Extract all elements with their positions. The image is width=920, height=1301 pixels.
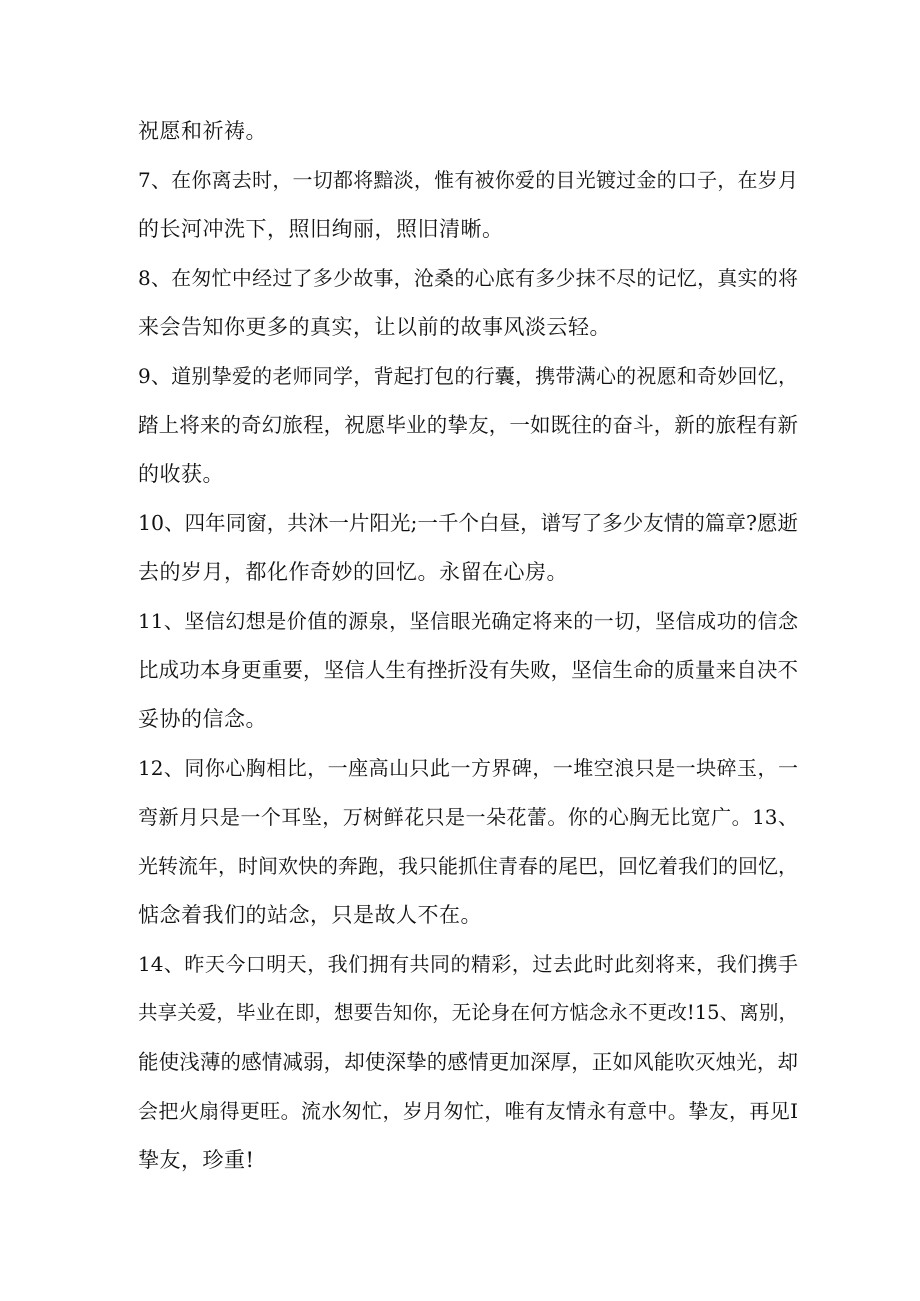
text-line-15: 弯新月只是一个耳坠，万树鲜花只是一朵花蕾。你的心胸无比宽广。13、 xyxy=(138,805,798,829)
text-line-16: 光转流年，时间欢快的奔跑，我只能抓住青春的尾巴，回忆着我们的回忆， xyxy=(138,854,798,878)
text-line-12: 比成功本身更重要，坚信人生有挫折没有失败，坚信生命的质量来自决不 xyxy=(138,658,798,682)
text-line-1: 祝愿和祈祷。 xyxy=(138,119,267,143)
text-line-10: 去的岁月，都化作奇妙的回忆。永留在心房。 xyxy=(138,560,568,584)
text-line-21: 会把火扇得更旺。流水匆忙，岁月匆忙，唯有友情永有意中。挚友，再见I xyxy=(138,1099,798,1123)
text-line-8: 的收获。 xyxy=(138,462,224,486)
text-line-11: 11、坚信幻想是价值的源泉，坚信眼光确定将来的一切，坚信成功的信念 xyxy=(138,609,798,633)
text-line-2: 7、在你离去时，一切都将黯淡，惟有被你爱的目光镀过金的口子，在岁月 xyxy=(138,168,798,192)
text-line-13: 妥协的信念。 xyxy=(138,707,267,731)
text-line-7: 踏上将来的奇幻旅程，祝愿毕业的挚友，一如既往的奋斗，新的旅程有新 xyxy=(138,413,798,437)
text-line-4: 8、在匆忙中经过了多少故事，沧桑的心底有多少抹不尽的记忆，真实的将 xyxy=(138,266,798,290)
text-line-17: 惦念着我们的站念，只是故人不在。 xyxy=(138,903,482,927)
text-line-9: 10、四年同窗，共沐一片阳光;一千个白昼，谱写了多少友情的篇章?愿逝 xyxy=(138,511,798,535)
text-line-20: 能使浅薄的感情减弱，却使深挚的感情更加深厚，正如风能吹灭烛光，却 xyxy=(138,1050,798,1074)
text-line-3: 的长河冲洗下，照旧绚丽，照旧清晰。 xyxy=(138,217,504,241)
text-line-6: 9、道别挚爱的老师同学，背起打包的行囊，携带满心的祝愿和奇妙回忆， xyxy=(138,364,798,388)
text-line-19: 共享关爱，毕业在即，想要告知你，无论身在何方惦念永不更改!15、离别， xyxy=(138,1001,798,1024)
text-line-5: 来会告知你更多的真实，让以前的故事风淡云轻。 xyxy=(138,315,611,339)
text-line-18: 14、昨天今口明天，我们拥有共同的精彩，过去此时此刻将来，我们携手 xyxy=(138,952,798,976)
text-line-22: 挚友，珍重! xyxy=(138,1148,255,1172)
text-line-14: 12、同你心胸相比，一座高山只此一方界碑，一堆空浪只是一块碎玉，一 xyxy=(138,756,798,780)
